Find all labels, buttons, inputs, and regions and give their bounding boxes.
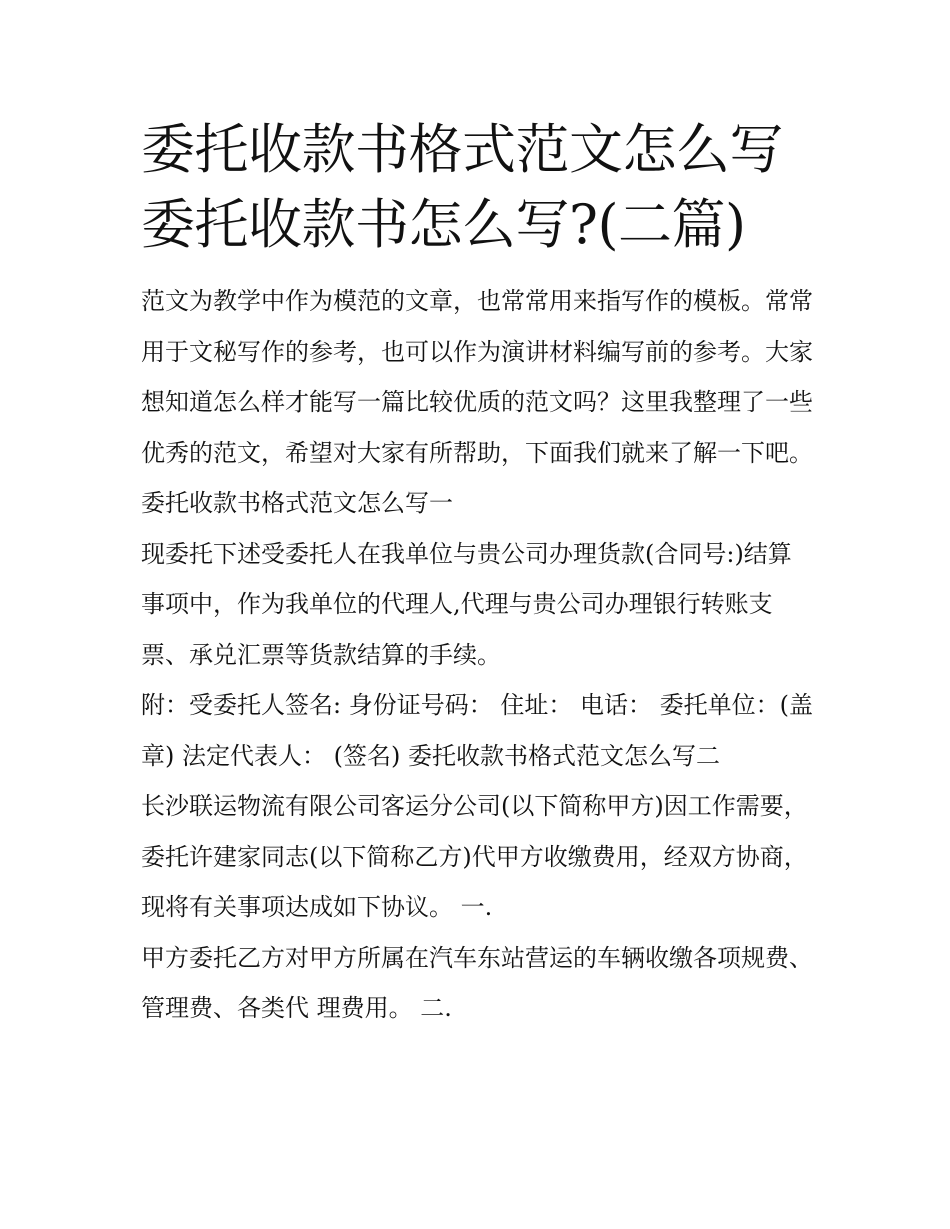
document-body (141, 276, 813, 1034)
intro-paragraph: 范文为教学中作为模范的文章，也常常用来指写作的模板。常常用于文秘写作的参考，也可以作为演讲材料编写前的参考。大家想知道怎么样才能写一篇比较优质的范文吗？这里我整理了一些优秀的范文，希望对大家有所帮助，下面我们就来了解一下吧。 (141, 287, 813, 467)
paragraph: 现委托下述受委托人在我单位与贵公司办理货款(合同号:)结算事项中，作为我单位的代理人,代理与贵公司办理银行转账支票、承兑汇票等货款结算的手续。 (141, 539, 792, 669)
paragraph: 长沙联运物流有限公司客运分公司(以下简称甲方)因工作需要，委托许建家同志(以下简称乙方)代甲方收缴费用，经双方协商，现将有关事项达成如下协议。 一. (141, 792, 808, 921)
paragraph: 甲方委托乙方对甲方所属在汽车东站营运的车辆收缴各项规费、管理费、各类代 理费用。 二. (141, 943, 813, 1022)
paragraph: 附：受委托人签名: 身份证号码： 住址： 电话： 委托单位：(盖章) 法定代表人： (签名) 委托收款书格式范文怎么写二 (141, 691, 813, 770)
document-title: 委托收款书格式范文怎么写 委托收款书怎么写?(二篇) (141, 118, 783, 256)
section-heading-one: 委托收款书格式范文怎么写一 (141, 489, 453, 517)
